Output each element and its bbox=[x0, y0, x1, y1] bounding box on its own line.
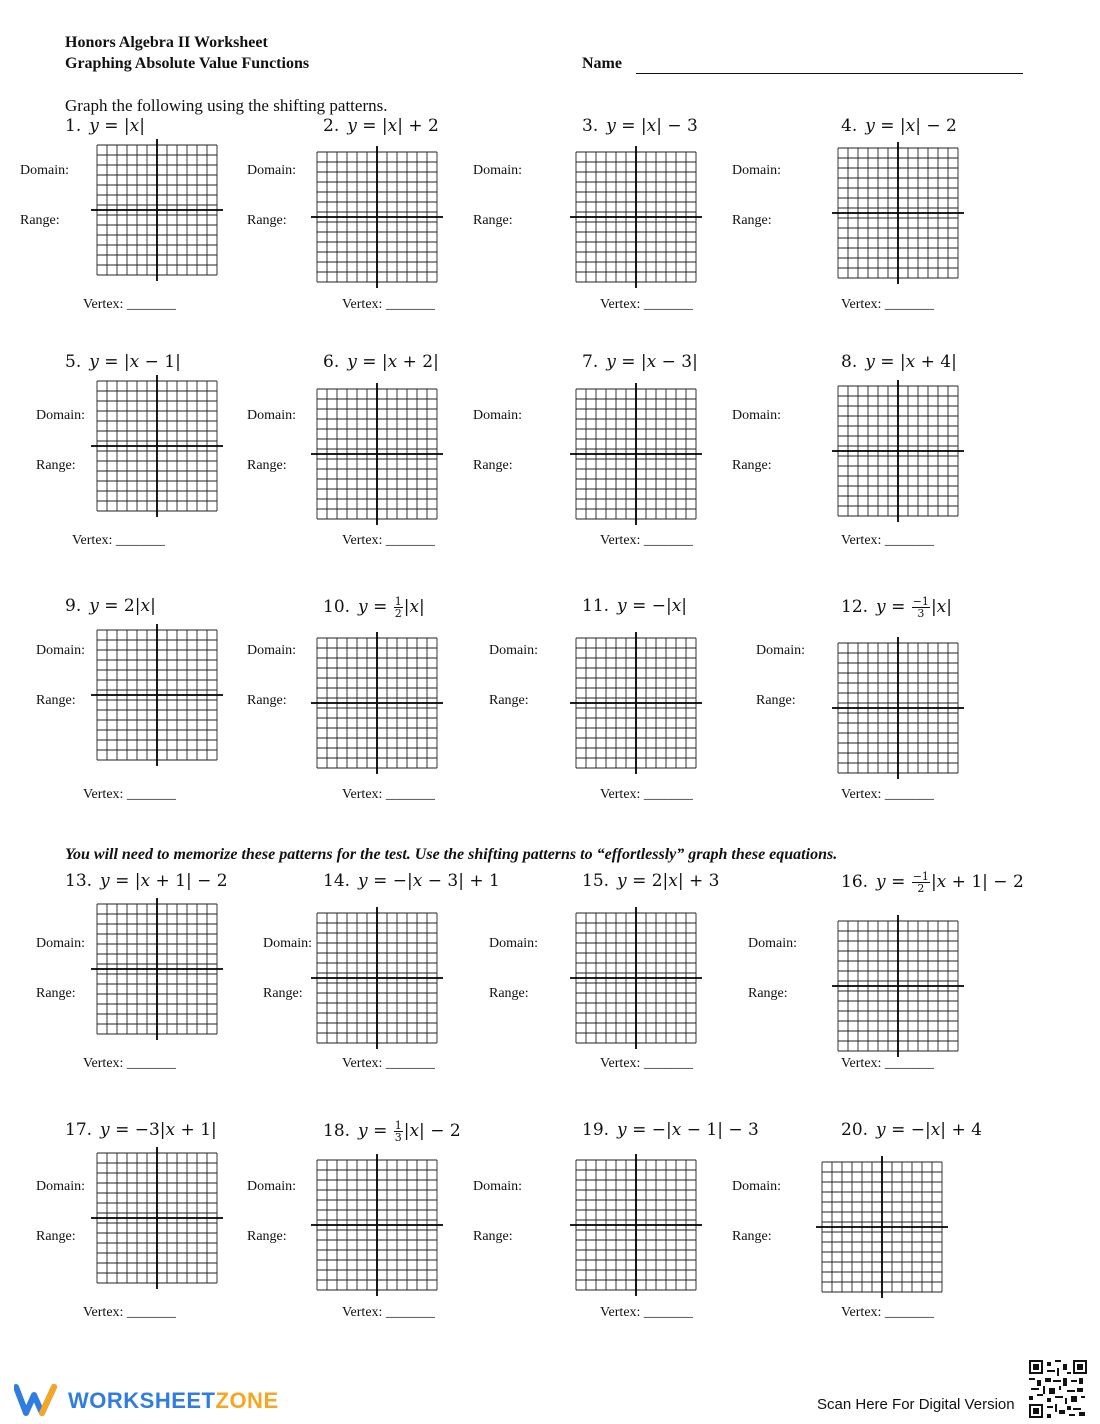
equation: y = |x + 2| bbox=[347, 352, 439, 372]
vertex-field[interactable]: Vertex: _______ bbox=[83, 297, 176, 312]
vertex-field[interactable]: Vertex: _______ bbox=[342, 297, 435, 312]
range-label: Range: bbox=[473, 1229, 513, 1244]
coordinate-grid-svg[interactable] bbox=[832, 915, 964, 1065]
coordinate-grid-svg[interactable] bbox=[832, 380, 964, 530]
range-label: Range: bbox=[20, 213, 60, 228]
range-label: Range: bbox=[263, 986, 303, 1001]
qr-code-icon bbox=[1029, 1360, 1087, 1418]
coordinate-grid-svg[interactable] bbox=[816, 1156, 948, 1306]
name-label: Name bbox=[582, 55, 622, 72]
worksheetzone-wordmark bbox=[68, 1388, 279, 1414]
vertex-field[interactable]: Vertex: _______ bbox=[600, 1056, 693, 1071]
equation-prefix: y = bbox=[358, 597, 388, 617]
problem-equation bbox=[323, 596, 425, 619]
problem-equation bbox=[582, 596, 687, 616]
coordinate-grid-svg[interactable] bbox=[311, 907, 443, 1057]
equation: y = |x| − 3 bbox=[606, 116, 698, 136]
coordinate-grid-svg[interactable] bbox=[91, 898, 223, 1048]
coordinate-grid[interactable] bbox=[570, 632, 702, 787]
problem-equation bbox=[65, 871, 228, 891]
coordinate-grid-svg[interactable] bbox=[311, 383, 443, 533]
domain-label: Domain: bbox=[489, 643, 538, 658]
problem-number: 14. bbox=[323, 871, 351, 891]
coordinate-grid-svg[interactable] bbox=[311, 146, 443, 296]
coordinate-grid[interactable] bbox=[91, 898, 223, 1053]
coordinate-grid[interactable] bbox=[832, 915, 964, 1070]
range-label: Range: bbox=[247, 213, 287, 228]
range-label: Range: bbox=[36, 1229, 76, 1244]
vertex-field[interactable]: Vertex: _______ bbox=[600, 297, 693, 312]
problem-number: 4. bbox=[841, 116, 858, 136]
problem-equation bbox=[323, 352, 439, 372]
coordinate-grid-svg[interactable] bbox=[570, 907, 702, 1057]
equation-suffix: |x| − 2 bbox=[403, 1121, 461, 1141]
domain-label: Domain: bbox=[36, 643, 85, 658]
problem-number: 9. bbox=[65, 596, 82, 616]
problem-number: 3. bbox=[582, 116, 599, 136]
equation: y = |x − 3| bbox=[606, 352, 698, 372]
fraction-denominator: 2 bbox=[917, 882, 925, 895]
problem-number: 16. bbox=[841, 872, 869, 892]
domain-label: Domain: bbox=[263, 936, 312, 951]
fraction-numerator: −1 bbox=[912, 595, 929, 608]
equation: y = 2|x| + 3 bbox=[617, 871, 720, 891]
domain-label: Domain: bbox=[247, 1179, 296, 1194]
domain-label: Domain: bbox=[247, 408, 296, 423]
problem-number: 6. bbox=[323, 352, 340, 372]
vertex-field[interactable]: Vertex: _______ bbox=[342, 1056, 435, 1071]
range-label: Range: bbox=[732, 213, 772, 228]
domain-label: Domain: bbox=[20, 163, 69, 178]
equation-prefix: y = bbox=[876, 597, 906, 617]
problem-equation bbox=[582, 352, 698, 372]
vertex-field[interactable]: Vertex: _______ bbox=[342, 533, 435, 548]
coordinate-grid[interactable] bbox=[311, 1154, 443, 1309]
brand-part-1: WORKSHEET bbox=[68, 1388, 216, 1413]
equation: y = |x| − 2 bbox=[865, 116, 957, 136]
problem-equation bbox=[582, 1120, 759, 1140]
coordinate-grid-svg[interactable] bbox=[311, 632, 443, 782]
problem-equation bbox=[65, 1120, 217, 1140]
range-label: Range: bbox=[732, 458, 772, 473]
equation: y = −|x| bbox=[617, 596, 688, 616]
range-label: Range: bbox=[473, 458, 513, 473]
equation-suffix: |x| bbox=[403, 597, 425, 617]
problem-equation bbox=[323, 116, 439, 136]
worksheetzone-logo-icon bbox=[14, 1383, 62, 1417]
coordinate-grid[interactable] bbox=[570, 907, 702, 1062]
vertex-field[interactable]: Vertex: _______ bbox=[600, 1305, 693, 1320]
coordinate-grid[interactable] bbox=[570, 383, 702, 538]
range-label: Range: bbox=[36, 458, 76, 473]
vertex-field[interactable]: Vertex: _______ bbox=[841, 1056, 934, 1071]
equation: y = −|x − 3| + 1 bbox=[358, 871, 500, 891]
fraction bbox=[394, 1120, 403, 1143]
fraction-numerator: 1 bbox=[394, 595, 402, 608]
worksheetzone-logo bbox=[14, 1383, 62, 1422]
range-label: Range: bbox=[473, 213, 513, 228]
vertex-field[interactable]: Vertex: _______ bbox=[600, 533, 693, 548]
worksheet-subtitle: Graphing Absolute Value Functions bbox=[65, 55, 310, 72]
coordinate-grid[interactable] bbox=[311, 632, 443, 787]
domain-label: Domain: bbox=[36, 936, 85, 951]
problem-equation bbox=[841, 116, 957, 136]
coordinate-grid[interactable] bbox=[91, 139, 223, 294]
problem-number: 15. bbox=[582, 871, 610, 891]
domain-label: Domain: bbox=[732, 408, 781, 423]
domain-label: Domain: bbox=[748, 936, 797, 951]
range-label: Range: bbox=[36, 986, 76, 1001]
scan-text: Scan Here For Digital Version bbox=[817, 1396, 1015, 1413]
coordinate-grid-svg[interactable] bbox=[570, 146, 702, 296]
range-label: Range: bbox=[489, 693, 529, 708]
vertex-field[interactable]: Vertex: _______ bbox=[841, 787, 934, 802]
brand-part-2: ZONE bbox=[215, 1388, 279, 1413]
equation-prefix: y = bbox=[876, 872, 906, 892]
coordinate-grid[interactable] bbox=[311, 146, 443, 301]
problem-equation bbox=[582, 871, 720, 891]
coordinate-grid[interactable] bbox=[832, 380, 964, 535]
problem-equation bbox=[65, 596, 156, 616]
fraction-numerator: −1 bbox=[912, 870, 929, 883]
domain-label: Domain: bbox=[247, 643, 296, 658]
problem-number: 12. bbox=[841, 597, 869, 617]
domain-label: Domain: bbox=[473, 163, 522, 178]
coordinate-grid[interactable] bbox=[91, 624, 223, 779]
coordinate-grid-svg[interactable] bbox=[570, 1154, 702, 1304]
instructions: Graph the following using the shifting patterns. bbox=[65, 96, 388, 115]
name-blank-line[interactable] bbox=[636, 73, 1023, 74]
equation: y = 2|x| bbox=[89, 596, 156, 616]
domain-label: Domain: bbox=[756, 643, 805, 658]
problem-equation bbox=[841, 596, 952, 619]
problem-equation bbox=[841, 352, 957, 372]
problem-equation bbox=[841, 871, 1024, 894]
vertex-field[interactable]: Vertex: _______ bbox=[841, 297, 934, 312]
coordinate-grid-svg[interactable] bbox=[91, 139, 223, 289]
vertex-field[interactable]: Vertex: _______ bbox=[841, 533, 934, 548]
problem-number: 18. bbox=[323, 1121, 351, 1141]
problem-number: 1. bbox=[65, 116, 82, 136]
coordinate-grid[interactable] bbox=[832, 142, 964, 297]
coordinate-grid[interactable] bbox=[91, 1147, 223, 1302]
coordinate-grid[interactable] bbox=[816, 1156, 948, 1311]
domain-label: Domain: bbox=[489, 936, 538, 951]
vertex-field[interactable]: Vertex: _______ bbox=[83, 1305, 176, 1320]
problem-number: 10. bbox=[323, 597, 351, 617]
range-label: Range: bbox=[36, 693, 76, 708]
range-label: Range: bbox=[489, 986, 529, 1001]
equation: y = −3|x + 1| bbox=[100, 1120, 217, 1140]
coordinate-grid-svg[interactable] bbox=[832, 142, 964, 292]
equation-suffix: |x| bbox=[930, 597, 952, 617]
problem-equation bbox=[65, 352, 181, 372]
range-label: Range: bbox=[247, 1229, 287, 1244]
range-label: Range: bbox=[748, 986, 788, 1001]
coordinate-grid[interactable] bbox=[570, 146, 702, 301]
domain-label: Domain: bbox=[247, 163, 296, 178]
fraction bbox=[912, 596, 930, 619]
equation: y = −|x| + 4 bbox=[876, 1120, 982, 1140]
coordinate-grid-svg[interactable] bbox=[832, 637, 964, 787]
equation: y = −|x − 1| − 3 bbox=[617, 1120, 759, 1140]
qr-code[interactable] bbox=[1029, 1360, 1087, 1423]
vertex-field[interactable]: Vertex: _______ bbox=[600, 787, 693, 802]
problem-number: 2. bbox=[323, 116, 340, 136]
domain-label: Domain: bbox=[732, 1179, 781, 1194]
coordinate-grid-svg[interactable] bbox=[570, 383, 702, 533]
coordinate-grid-svg[interactable] bbox=[311, 1154, 443, 1304]
problem-equation bbox=[323, 1120, 461, 1143]
domain-label: Domain: bbox=[473, 408, 522, 423]
equation: y = |x| bbox=[89, 116, 145, 136]
vertex-field[interactable]: Vertex: _______ bbox=[83, 787, 176, 802]
equation: y = |x + 4| bbox=[865, 352, 957, 372]
problem-number: 19. bbox=[582, 1120, 610, 1140]
domain-label: Domain: bbox=[36, 1179, 85, 1194]
problem-number: 20. bbox=[841, 1120, 869, 1140]
coordinate-grid[interactable] bbox=[832, 637, 964, 792]
fraction bbox=[912, 871, 930, 894]
problem-number: 5. bbox=[65, 352, 82, 372]
vertex-field[interactable]: Vertex: _______ bbox=[342, 787, 435, 802]
problem-number: 7. bbox=[582, 352, 599, 372]
coordinate-grid-svg[interactable] bbox=[570, 632, 702, 782]
coordinate-grid[interactable] bbox=[570, 1154, 702, 1309]
problem-equation bbox=[582, 116, 698, 136]
vertex-field[interactable]: Vertex: _______ bbox=[342, 1305, 435, 1320]
fraction-numerator: 1 bbox=[394, 1119, 402, 1132]
range-label: Range: bbox=[756, 693, 796, 708]
problem-number: 13. bbox=[65, 871, 93, 891]
domain-label: Domain: bbox=[36, 408, 85, 423]
equation: y = |x + 1| − 2 bbox=[100, 871, 228, 891]
problem-number: 17. bbox=[65, 1120, 93, 1140]
coordinate-grid[interactable] bbox=[311, 383, 443, 538]
coordinate-grid[interactable] bbox=[311, 907, 443, 1062]
vertex-field[interactable]: Vertex: _______ bbox=[841, 1305, 934, 1320]
equation-prefix: y = bbox=[358, 1121, 388, 1141]
fraction-denominator: 3 bbox=[394, 1131, 402, 1144]
worksheet-title: Honors Algebra II Worksheet bbox=[65, 34, 268, 51]
memorize-note: You will need to memorize these patterns for the test. Use the shifting patterns to “effortlessly” graph these equations. bbox=[65, 846, 838, 863]
equation: y = |x| + 2 bbox=[347, 116, 439, 136]
vertex-field[interactable]: Vertex: _______ bbox=[72, 533, 165, 548]
coordinate-grid-svg[interactable] bbox=[91, 1147, 223, 1297]
equation: y = |x − 1| bbox=[89, 352, 181, 372]
fraction bbox=[394, 596, 403, 619]
problem-equation bbox=[323, 871, 500, 891]
coordinate-grid-svg[interactable] bbox=[91, 375, 223, 525]
problem-number: 8. bbox=[841, 352, 858, 372]
range-label: Range: bbox=[732, 1229, 772, 1244]
vertex-field[interactable]: Vertex: _______ bbox=[83, 1056, 176, 1071]
problem-number: 11. bbox=[582, 596, 610, 616]
range-label: Range: bbox=[247, 458, 287, 473]
equation-suffix: |x + 1| − 2 bbox=[930, 872, 1024, 892]
coordinate-grid[interactable] bbox=[91, 375, 223, 530]
fraction-denominator: 3 bbox=[917, 607, 925, 620]
coordinate-grid-svg[interactable] bbox=[91, 624, 223, 774]
problem-equation bbox=[841, 1120, 982, 1140]
domain-label: Domain: bbox=[732, 163, 781, 178]
range-label: Range: bbox=[247, 693, 287, 708]
problem-equation bbox=[65, 116, 145, 136]
domain-label: Domain: bbox=[473, 1179, 522, 1194]
fraction-denominator: 2 bbox=[394, 607, 402, 620]
